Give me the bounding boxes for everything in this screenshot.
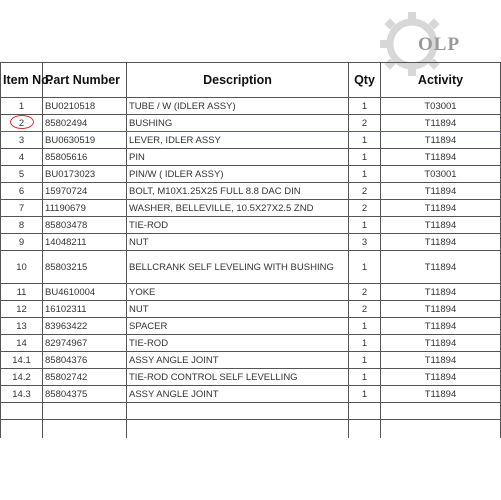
table-row (1, 369, 501, 386)
header-part-number: Part Number (43, 63, 127, 98)
table-header-row (1, 63, 501, 98)
item-cell: 14.3 (1, 386, 43, 403)
part-number-cell: 85804375 (43, 386, 127, 403)
qty-cell: 1 (349, 251, 381, 284)
item-cell: 4 (1, 149, 43, 166)
table-row (1, 335, 501, 352)
description-cell: YOKE (127, 284, 349, 301)
header-activity: Activity (381, 63, 501, 98)
header-description: Description (127, 63, 349, 98)
part-number-cell: BU0210518 (43, 98, 127, 115)
table-row (1, 98, 501, 115)
qty-cell: 1 (349, 132, 381, 149)
qty-cell: 1 (349, 318, 381, 335)
activity-cell: T11894 (381, 301, 501, 318)
description-cell: NUT (127, 301, 349, 318)
activity-cell: T11894 (381, 200, 501, 217)
part-number-cell: 85802494 (43, 115, 127, 132)
header-qty: Qty (349, 63, 381, 98)
logo-text: OLP (418, 34, 461, 55)
description-cell: BELLCRANK SELF LEVELING WITH BUSHING (127, 251, 349, 284)
qty-cell: 2 (349, 301, 381, 318)
part-number-cell: 15970724 (43, 183, 127, 200)
item-cell: 14.1 (1, 352, 43, 369)
activity-cell: T11894 (381, 217, 501, 234)
item-cell: 2 (1, 115, 43, 132)
activity-cell: T03001 (381, 98, 501, 115)
parts-table (0, 62, 501, 438)
activity-cell: T11894 (381, 386, 501, 403)
item-cell: 5 (1, 166, 43, 183)
item-cell: 10 (1, 251, 43, 284)
table-row (1, 301, 501, 318)
empty-table-row (1, 403, 501, 420)
qty-cell: 2 (349, 115, 381, 132)
table-row-highlighted (1, 115, 501, 132)
table-row (1, 251, 501, 284)
qty-cell: 1 (349, 386, 381, 403)
activity-cell: T03001 (381, 166, 501, 183)
activity-cell: T11894 (381, 234, 501, 251)
item-cell: 11 (1, 284, 43, 301)
activity-cell: T11894 (381, 251, 501, 284)
description-cell: SPACER (127, 318, 349, 335)
activity-cell: T11894 (381, 335, 501, 352)
qty-cell: 1 (349, 369, 381, 386)
description-cell: TIE-ROD (127, 217, 349, 234)
qty-cell: 2 (349, 200, 381, 217)
part-number-cell: BU0630519 (43, 132, 127, 149)
header-item-no: Item No. (1, 63, 43, 98)
activity-cell: T11894 (381, 149, 501, 166)
qty-cell: 1 (349, 335, 381, 352)
activity-cell: T11894 (381, 318, 501, 335)
highlight-circle (10, 115, 34, 129)
item-cell: 8 (1, 217, 43, 234)
description-cell: PIN (127, 149, 349, 166)
description-cell: WASHER, BELLEVILLE, 10.5X27X2.5 ZND (127, 200, 349, 217)
qty-cell: 1 (349, 166, 381, 183)
item-cell: 1 (1, 98, 43, 115)
part-number-cell: 85803215 (43, 251, 127, 284)
part-number-cell: 83963422 (43, 318, 127, 335)
table-row (1, 318, 501, 335)
description-cell: PIN/W ( IDLER ASSY) (127, 166, 349, 183)
description-cell: TUBE / W (IDLER ASSY) (127, 98, 349, 115)
activity-cell: T11894 (381, 115, 501, 132)
description-cell: TIE-ROD CONTROL SELF LEVELLING (127, 369, 349, 386)
empty-table-row (1, 420, 501, 439)
description-cell: BOLT, M10X1.25X25 FULL 8.8 DAC DIN (127, 183, 349, 200)
part-number-cell: 14048211 (43, 234, 127, 251)
description-cell: ASSY ANGLE JOINT (127, 386, 349, 403)
qty-cell: 3 (349, 234, 381, 251)
part-number-cell: BU0173023 (43, 166, 127, 183)
qty-cell: 2 (349, 284, 381, 301)
item-cell: 3 (1, 132, 43, 149)
table-row (1, 166, 501, 183)
table-row (1, 352, 501, 369)
activity-cell: T11894 (381, 132, 501, 149)
part-number-cell: BU4610004 (43, 284, 127, 301)
description-cell: TIE-ROD (127, 335, 349, 352)
table-row (1, 149, 501, 166)
table-row (1, 284, 501, 301)
item-cell: 13 (1, 318, 43, 335)
part-number-cell: 82974967 (43, 335, 127, 352)
part-number-cell: 85803478 (43, 217, 127, 234)
activity-cell: T11894 (381, 284, 501, 301)
description-cell: LEVER, IDLER ASSY (127, 132, 349, 149)
qty-cell: 2 (349, 183, 381, 200)
part-number-cell: 85805616 (43, 149, 127, 166)
table-row (1, 234, 501, 251)
item-cell: 7 (1, 200, 43, 217)
item-cell: 14 (1, 335, 43, 352)
item-cell: 12 (1, 301, 43, 318)
description-cell: NUT (127, 234, 349, 251)
activity-cell: T11894 (381, 352, 501, 369)
table-row (1, 183, 501, 200)
part-number-cell: 85802742 (43, 369, 127, 386)
activity-cell: T11894 (381, 183, 501, 200)
part-number-cell: 11190679 (43, 200, 127, 217)
description-cell: BUSHING (127, 115, 349, 132)
item-cell: 14.2 (1, 369, 43, 386)
qty-cell: 1 (349, 149, 381, 166)
part-number-cell: 16102311 (43, 301, 127, 318)
activity-cell: T11894 (381, 369, 501, 386)
qty-cell: 1 (349, 352, 381, 369)
part-number-cell: 85804376 (43, 352, 127, 369)
qty-cell: 1 (349, 217, 381, 234)
table-row (1, 132, 501, 149)
item-cell: 9 (1, 234, 43, 251)
description-cell: ASSY ANGLE JOINT (127, 352, 349, 369)
table-row (1, 200, 501, 217)
qty-cell: 1 (349, 98, 381, 115)
item-cell: 6 (1, 183, 43, 200)
table-row (1, 386, 501, 403)
table-row (1, 217, 501, 234)
